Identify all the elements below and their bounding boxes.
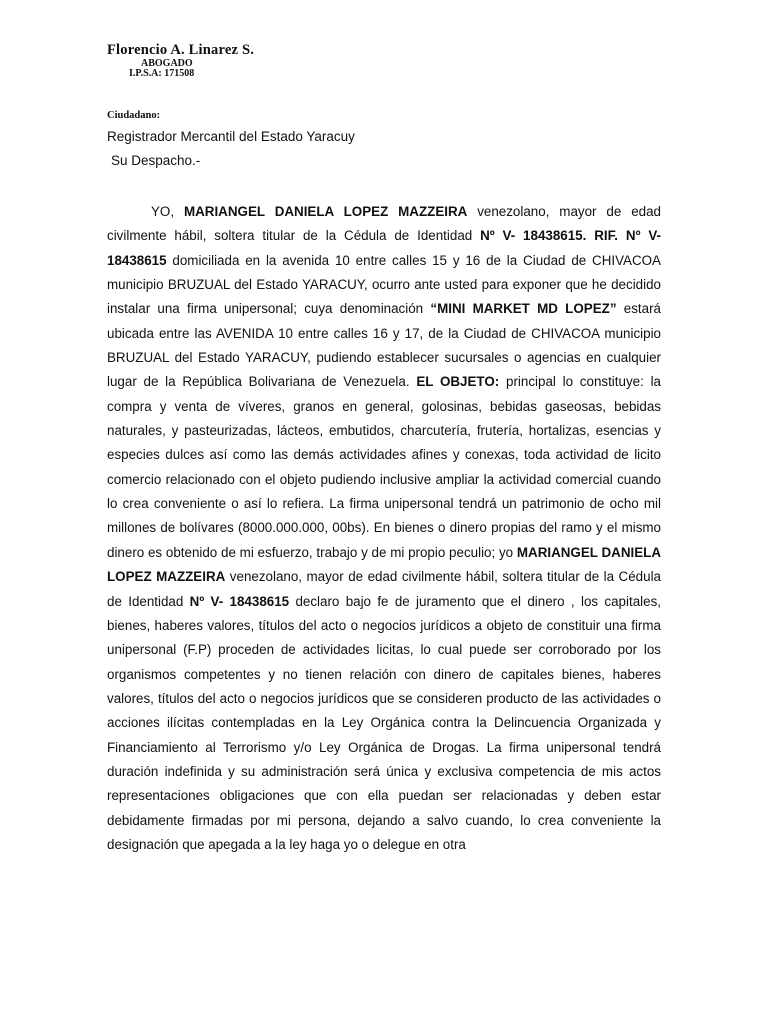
body-text-segment: principal lo constituye: la compra y venta de víveres, granos en general, golosinas, bebidas gaseosas, bebidas naturales, y pasteurizadas, lácteos, embutidos, charcutería, frutería, hortalizas, esencias y especies dulces así como las demás actividades afines y conexas, toda actividad de licito comercio relacionado con el objeto pudiendo inclusive ampliar la actividad comercial cuando lo crea conveniente o así lo refiera. La firma unipersonal tendrá un patrimonio de ocho mil millones de bolívares (8000.000.000, 00bs). En bienes o dinero propias del ramo y el mismo dinero es obtenido de mi esfuerzo, trabajo y de mi propio peculio; yo (107, 374, 661, 560)
lawyer-name: Florencio A. Linarez S. (107, 42, 255, 58)
body-bold-name: MARIANGEL DANIELA LOPEZ MAZZEIRA (107, 544, 661, 585)
body-text-segment: venezolano, mayor de edad civilmente hábil, soltera titular de la Cédula de Identidad (107, 204, 661, 244)
lawyer-ipsa-number: I.P.S.A: 171508 (129, 68, 195, 79)
body-paragraph (107, 200, 661, 857)
body-text-segment: declaro bajo fe de juramento que el dinero , los capitales, bienes, haberes valores, títulos del acto o negocios jurídicos a objeto de constituir una firma unipersonal (F.P) proceden de actividades licitas, lo cual puede ser corroborado por los organismos competentes y no tienen relación con dinero de capitales bienes, haberes valores, títulos del acto o negocios jurídicos que se consideren producto de las actividades o acciones ilícitas contempladas en la Ley Orgánica contra la Delincuencia Organizada y Financiamiento al Terrorismo y/o Ley Orgánica de Drogas. La firma unipersonal tendrá duración indefinida y su administración será única y exclusiva competencia de mis actos representaciones obligaciones que con ella puedan ser relacionadas y deben estar debidamente firmadas por mi persona, dejando a salvo cuando, lo crea conveniente la designación que apegada a la ley haga yo o delegue en otra (107, 593, 661, 852)
recipient-line: Registrador Mercantil del Estado Yaracuy (107, 129, 355, 144)
despacho-line: Su Despacho.- (111, 153, 201, 168)
body-bold-id: Nº V- 18438615. RIF. Nº V- 18438615 (107, 228, 661, 268)
body-bold-business-name: “MINI MARKET MD LOPEZ” (430, 301, 617, 317)
body-bold-objeto: EL OBJETO: (416, 374, 500, 390)
body-bold-id: Nº V- 18438615 (189, 593, 290, 609)
body-bold-name: MARIANGEL DANIELA LOPEZ MAZZEIRA (183, 204, 468, 219)
letterhead (107, 42, 254, 79)
body-text-segment: domiciliada en la avenida 10 entre calles 15 y 16 de la Ciudad de CHIVACOA municipio BRUZUAL del Estado YARACUY, ocurro ante usted para exponer que he decidido instalar una firma unipersonal; cuya denominación (107, 252, 661, 317)
salutation-label: Ciudadano: (107, 110, 161, 121)
body-text-segment: estará ubicada entre las AVENIDA 10 entre calles 16 y 17, de la Ciudad de CHIVACOA municipio BRUZUAL del Estado YARACUY, pudiendo establecer sucursales o agencias en cualquier lugar de la República Bolivariana de Venezuela. (107, 301, 661, 390)
body-text-segment: venezolano, mayor de edad civilmente hábil, soltera titular de la Cédula de Identidad (107, 569, 661, 609)
body-text-segment: YO, (151, 204, 184, 219)
lawyer-title: ABOGADO (141, 58, 193, 69)
